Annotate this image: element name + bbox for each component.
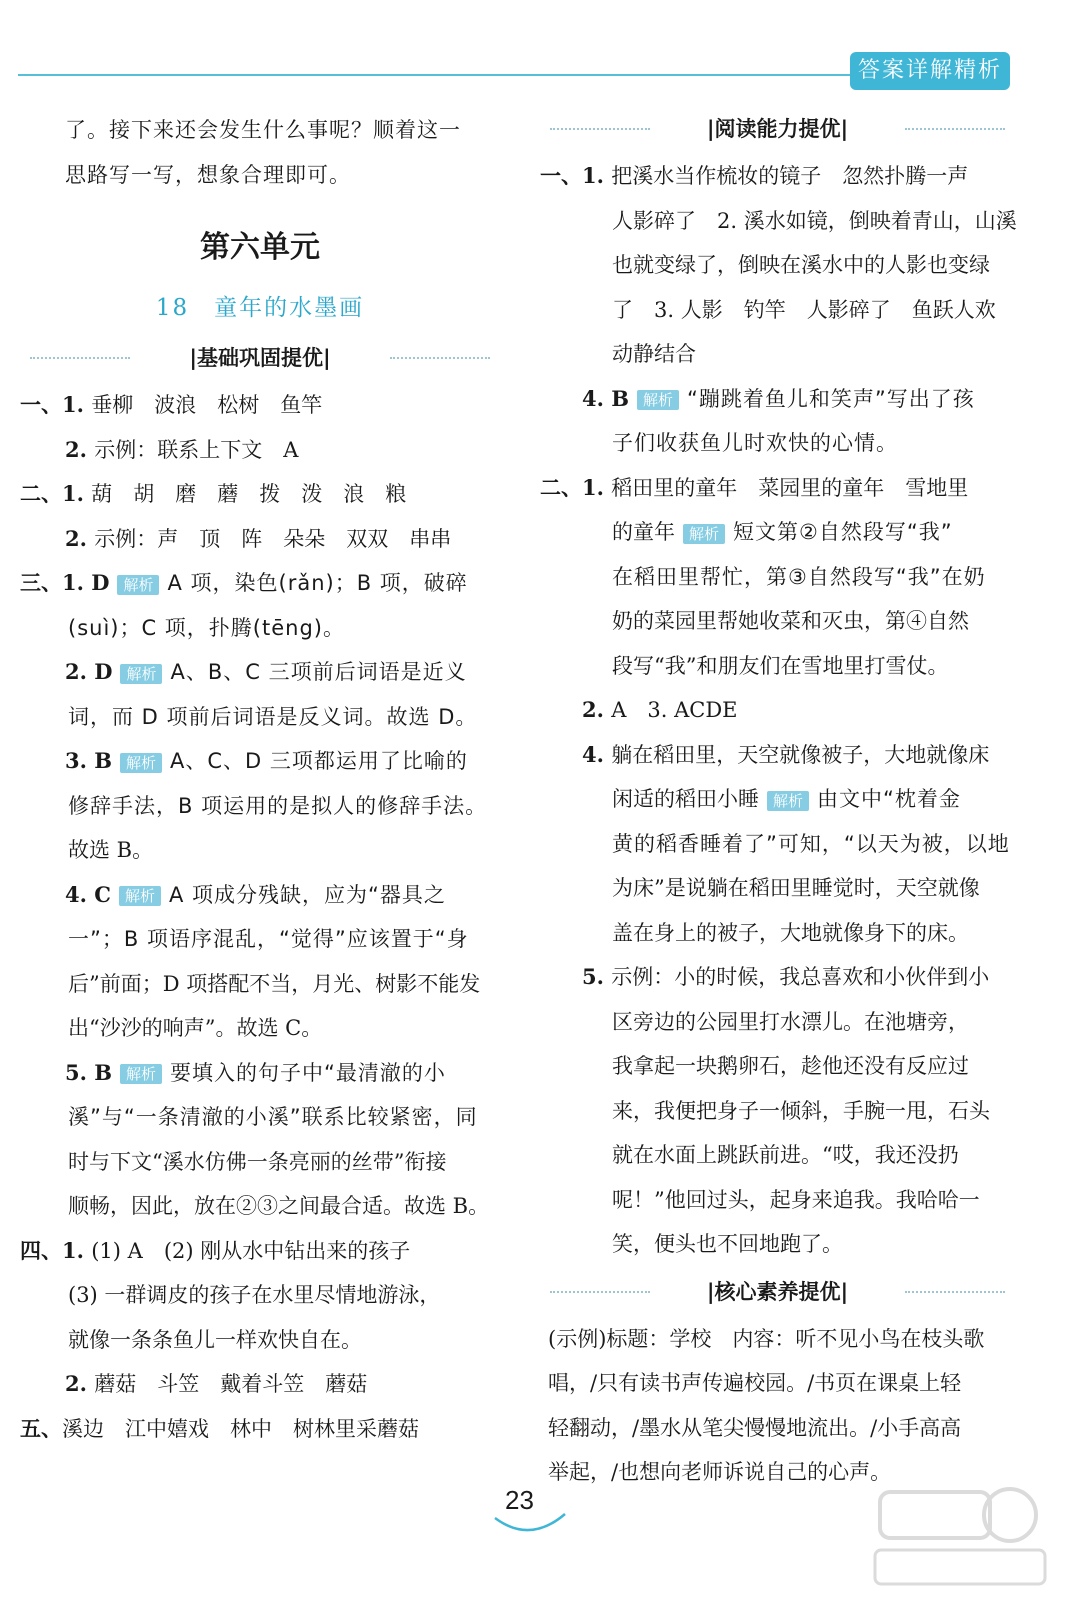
answer-line <box>20 650 500 695</box>
answer-line <box>540 1178 1015 1223</box>
item-number: 四、1. <box>20 1237 92 1263</box>
answer-text: (1) A (2) 刚从水中钻出来的孩子 <box>91 1238 411 1263</box>
answer-text: 就在水面上跳跃前进。“哎，我还没扔 <box>612 1143 959 1167</box>
section-title-core: |核心素养提优| <box>540 1267 1015 1317</box>
answer-text: 出“沙沙的响声”。故选 C。 <box>68 1016 323 1040</box>
answer-text: A 3. ACDE <box>611 698 738 722</box>
answer-text: 动静结合 <box>612 342 696 366</box>
answer-text: 示例：联系上下文 A <box>94 437 299 462</box>
answer-line <box>540 199 1015 244</box>
answer-text: (suì)；C 项，扑腾(tēng)。 <box>68 615 345 640</box>
answer-line <box>540 1089 1015 1134</box>
answer-text: A、C、D 三项都运用了比喻的 <box>170 749 468 773</box>
header-tab: 答案详解精析 <box>850 52 1010 90</box>
answer-line <box>20 828 500 873</box>
item-number: 一、1. <box>20 392 92 417</box>
answer-line <box>540 866 1015 911</box>
page-number: 23 <box>505 1485 534 1515</box>
answer-text: 了 3. 人影 钓竿 人影碎了 鱼跃人欢 <box>612 297 996 322</box>
answer-text: 葫 胡 磨 蘑 拨 泼 浪 粮 <box>91 482 407 506</box>
section-title-reading: |阅读能力提优| <box>540 104 1015 154</box>
answer-text: 示例：声 顶 阵 朵朵 双双 串串 <box>94 526 452 551</box>
answer-text: A 项，染色(rǎn)；B 项，破碎 <box>167 571 468 595</box>
answer-line <box>540 421 1015 466</box>
answer-line: 轻翻动，/墨水从笔尖慢慢地流出。/小手高高 <box>548 1415 962 1440</box>
answer-line <box>540 243 1015 288</box>
item-number: 三、1. D <box>20 570 110 595</box>
left-answer-list <box>20 383 500 1451</box>
answer-line: (示例)标题：学校 内容：听不见小鸟在枝头歌 <box>548 1326 985 1351</box>
answer-text: A 项成分残缺，应为“器具之 <box>168 882 446 907</box>
unit-title: 第六单元 <box>200 230 320 265</box>
analysis-badge: 解析 <box>683 524 725 544</box>
answer-text: 黄的稻香睡着了”可知，“以天为被，以地 <box>612 831 1010 856</box>
answer-line <box>20 695 500 740</box>
answer-line <box>20 1006 500 1051</box>
item-number: 4. <box>582 741 612 767</box>
item-number: 二、1. <box>20 481 92 506</box>
page-number-arc <box>490 1510 570 1540</box>
answer-text: 子们收获鱼儿时欢快的心情。 <box>612 431 898 455</box>
answer-text: A、B、C 三项前后词语是近义 <box>170 660 467 684</box>
answer-line <box>20 873 500 918</box>
analysis-badge: 解析 <box>117 575 159 595</box>
answer-text: “蹦跳着鱼儿和笑声”写出了孩 <box>687 386 975 411</box>
answer-line <box>20 383 500 428</box>
item-number: 二、1. <box>540 474 612 500</box>
answer-text: 要填入的句子中“最清澈的小 <box>170 1060 446 1085</box>
answer-text: 修辞手法，B 项运用的是拟人的修辞手法。 <box>68 793 488 818</box>
right-answer-list <box>540 154 1015 1267</box>
answer-line <box>20 1318 500 1363</box>
answer-line <box>540 1222 1015 1267</box>
answer-line <box>20 517 500 562</box>
analysis-badge: 解析 <box>120 664 162 684</box>
answer-text: 示例：小的时候，我总喜欢和小伙伴到小 <box>611 965 990 989</box>
answer-line <box>20 1362 500 1407</box>
answer-line <box>540 688 1015 733</box>
answer-line <box>20 1273 500 1318</box>
answer-text: 时与下文“溪水仿佛一条亮丽的丝带”衔接 <box>68 1149 447 1174</box>
text-line: 思路写一写，想象合理即可。 <box>65 162 351 187</box>
analysis-text: 由文中“枕着金 <box>817 787 961 811</box>
answer-line <box>540 777 1015 822</box>
answer-text: 来，我便把身子一倾斜，手腕一甩，石头 <box>612 1098 990 1123</box>
answer-text: 盖在身上的被子，大地就像身下的床。 <box>612 920 969 945</box>
answer-text: 溪边 江中嬉戏 林中 树林里采蘑菇 <box>62 1416 419 1441</box>
analysis-badge: 解析 <box>637 390 679 410</box>
answer-line <box>540 510 1015 555</box>
answer-line <box>540 955 1015 1000</box>
answer-line: 唱，/只有读书声传遍校园。/书页在课桌上轻 <box>548 1371 962 1395</box>
item-number: 2. D <box>65 659 113 684</box>
lesson-title: 18 童年的水墨画 <box>155 295 365 321</box>
answer-line <box>540 733 1015 778</box>
answer-text: 奶的菜园里帮她收菜和灭虫，第④自然 <box>612 609 969 633</box>
answer-line <box>540 332 1015 377</box>
item-number: 4. B <box>582 385 629 411</box>
answer-text: 垂柳 波浪 松树 鱼竿 <box>91 393 323 417</box>
answer-text: 顺畅，因此，放在②③之间最合适。故选 B。 <box>68 1194 490 1218</box>
answer-text: 人影碎了 2. 溪水如镜，倒映着青山，山溪 <box>612 208 1017 233</box>
answer-line <box>540 1044 1015 1089</box>
answer-text: 呢！”他回过头，起身来追我。我哈哈一 <box>612 1187 980 1212</box>
answer-text: (3) 一群调皮的孩子在水里尽情地游泳， <box>68 1283 441 1307</box>
answer-line <box>20 1184 500 1229</box>
dotted-rule <box>390 357 490 359</box>
answer-line <box>20 1051 500 1096</box>
answer-line <box>20 561 500 606</box>
answer-text: 故选 B。 <box>68 838 154 862</box>
item-number: 五、 <box>20 1415 62 1441</box>
answer-text: 词，而 D 项前后词语是反义词。故选 D。 <box>68 704 478 729</box>
answer-text: 在稻田里帮忙，第③自然段写“我”在奶 <box>612 564 986 589</box>
analysis-text: 短文第②自然段写“我” <box>733 520 953 544</box>
dotted-rule <box>550 1291 650 1293</box>
left-column <box>20 108 500 1451</box>
answer-line <box>20 472 500 517</box>
dotted-rule <box>905 128 1005 130</box>
answer-text: 的童年 <box>612 520 675 544</box>
answer-line <box>540 466 1015 511</box>
answer-text: 我拿起一块鹅卵石，趁他还没有反应过 <box>612 1054 969 1078</box>
answer-line <box>540 288 1015 333</box>
answer-line <box>20 784 500 829</box>
analysis-badge: 解析 <box>120 753 162 773</box>
dotted-rule <box>550 128 650 130</box>
answer-text: 区旁边的公园里打水漂儿。在池塘旁， <box>612 1009 969 1034</box>
answer-line <box>540 154 1015 199</box>
answer-text: 也就变绿了，倒映在溪水中的人影也变绿 <box>612 253 990 277</box>
item-number: 3. B <box>65 748 112 773</box>
answer-text: 就像一条条鱼儿一样欢快自在。 <box>68 1327 362 1352</box>
item-number: 一、1. <box>540 163 612 188</box>
item-number: 4. C <box>65 881 111 907</box>
answer-line <box>540 1000 1015 1045</box>
answer-line <box>20 1140 500 1185</box>
answer-text: 躺在稻田里，天空就像被子，大地就像床 <box>611 742 990 767</box>
answer-text: 一”；B 项语序混乱，“觉得”应该置于“身 <box>68 927 469 951</box>
header-rule <box>18 74 858 76</box>
right-column <box>540 108 1015 1495</box>
item-number: 2. <box>65 525 95 551</box>
core-answer-list <box>540 1317 1015 1495</box>
analysis-badge: 解析 <box>120 1064 162 1084</box>
item-number: 2. <box>582 697 612 722</box>
answer-line <box>20 1407 500 1452</box>
dotted-rule <box>30 357 130 359</box>
answer-line <box>20 739 500 784</box>
answer-line <box>540 911 1015 956</box>
item-number: 2. <box>65 436 95 462</box>
answer-text: 为床”是说躺在稻田里睡觉时，天空就像 <box>612 876 980 900</box>
answer-text: 蘑菇 斗笠 戴着斗笠 蘑菇 <box>94 1372 368 1396</box>
answer-line <box>540 1133 1015 1178</box>
answer-line: 举起，/也想向老师诉说自己的心声。 <box>548 1460 892 1484</box>
section-title-basic: |基础巩固提优| <box>20 333 500 383</box>
watermark-logo <box>870 1480 1050 1590</box>
answer-text: 段写“我”和朋友们在雪地里打雪仗。 <box>612 653 949 678</box>
dotted-rule <box>905 1291 1005 1293</box>
answer-line <box>20 962 500 1007</box>
answer-line <box>540 599 1015 644</box>
answer-line <box>20 428 500 473</box>
answer-line <box>20 606 500 651</box>
answer-text: 笑，便头也不回地跑了。 <box>612 1232 843 1256</box>
answer-line <box>540 377 1015 422</box>
answer-text: 稻田里的童年 菜园里的童年 雪地里 <box>611 475 969 500</box>
item-number: 2. <box>65 1371 95 1396</box>
answer-text: 后”前面；D 项搭配不当，月光、树影不能发 <box>68 971 481 996</box>
answer-line <box>20 917 500 962</box>
answer-text: 溪”与“一条清澈的小溪”联系比较紧密，同 <box>68 1105 478 1129</box>
answer-line <box>540 822 1015 867</box>
analysis-badge: 解析 <box>767 791 809 811</box>
answer-line <box>540 644 1015 689</box>
item-number: 5. <box>582 964 612 989</box>
answer-text: 把溪水当作梳妆的镜子 忽然扑腾一声 <box>611 164 969 188</box>
analysis-badge: 解析 <box>119 886 161 906</box>
answer-text: 闲适的稻田小睡 <box>612 787 759 811</box>
item-number: 5. B <box>65 1059 112 1085</box>
text-line: 了。接下来还会发生什么事呢？顺着这一 <box>65 118 461 142</box>
answer-line <box>540 555 1015 600</box>
answer-line <box>20 1229 500 1274</box>
answer-line <box>20 1095 500 1140</box>
